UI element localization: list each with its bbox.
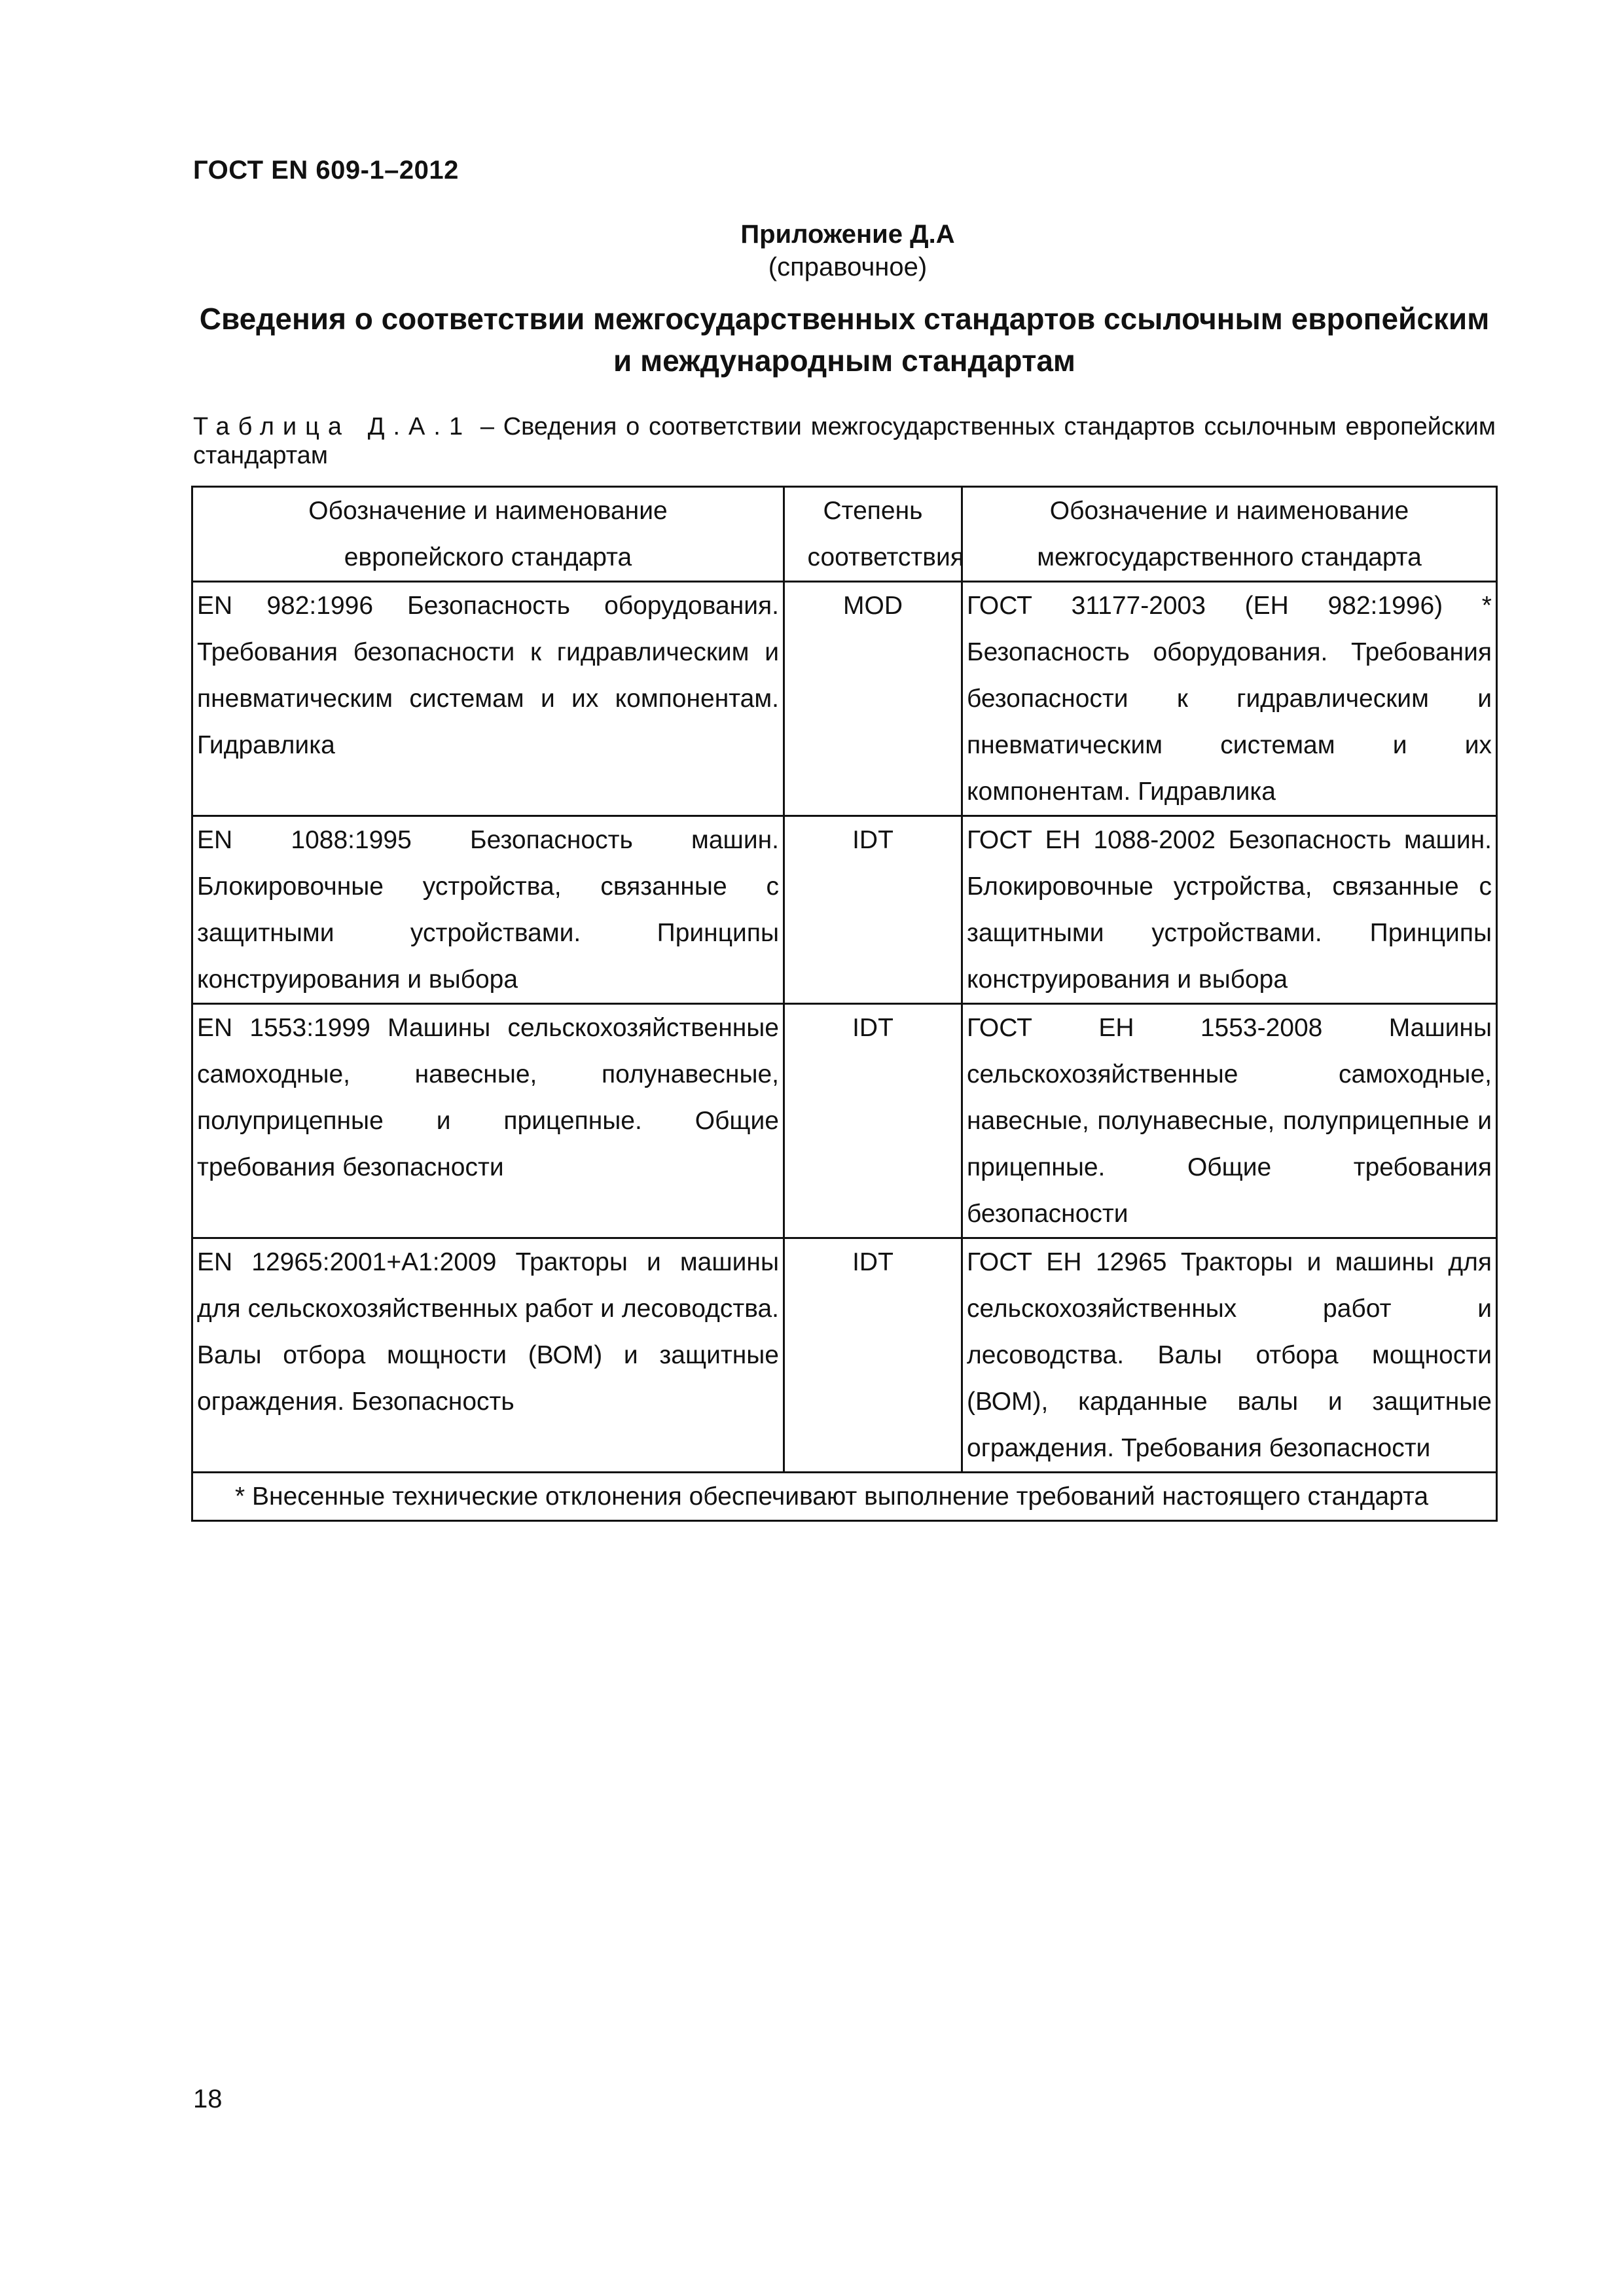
table-footnote: * Внесенные технические отклонения обеспечивают выполнение требований настоящего стандарта [192,1473,1497,1521]
appendix-title: Приложение Д.А [740,220,955,249]
table-row [192,1004,1497,1238]
cell-degree: IDT [784,1238,962,1473]
table-caption [193,412,1496,470]
cell-european-standard: EN 12965:2001+A1:2009 Тракторы и машины для сельскохозяйственных работ и лесоводства. Валы отбора мощности (ВОМ) и защитные ограждения. Безопасность [192,1238,784,1473]
header-interstate-standard: Обозначение и наименование межгосударственного стандарта [962,487,1497,582]
header-european-standard: Обозначение и наименование европейского стандарта [192,487,784,582]
header-degree-of-correspondence: Степень соответствия [784,487,962,582]
cell-degree: IDT [784,1004,962,1238]
table-header-row [192,487,1497,582]
cell-degree: IDT [784,816,962,1004]
appendix-heading: Сведения о соответствии межгосударственных стандартов ссылочным европейским и международным стандартам [199,302,1490,378]
table-row [192,816,1497,1004]
page-number: 18 [193,2085,223,2113]
table-row [192,1238,1497,1473]
cell-interstate-standard: ГОСТ ЕН 12965 Тракторы и машины для сельскохозяйственных работ и лесоводства. Валы отбора мощности (ВОМ), карданные валы и защитные ограждения. Требования безопасности [962,1238,1497,1473]
table-row [192,582,1497,816]
cell-interstate-standard: ГОСТ ЕН 1553-2008 Машины сельскохозяйственные самоходные, навесные, полунавесные, полуприцепные и прицепные. Общие требования безопасности [962,1004,1497,1238]
table-footnote-row [192,1473,1497,1521]
cell-european-standard: EN 982:1996 Безопасность оборудования. Требования безопасности к гидравлическим и пневматическим системам и их компонентам. Гидравлика [192,582,784,816]
appendix-type: (справочное) [768,253,928,281]
table-caption-label: Таблица Д.А.1 [193,413,472,440]
cell-european-standard: EN 1088:1995 Безопасность машин. Блокировочные устройства, связанные с защитными устройствами. Принципы конструирования и выбора [192,816,784,1004]
cell-interstate-standard: ГОСТ ЕН 1088-2002 Безопасность машин. Блокировочные устройства, связанные с защитными устройствами. Принципы конструирования и выбора [962,816,1497,1004]
cell-interstate-standard: ГОСТ 31177-2003 (ЕН 982:1996) * Безопасность оборудования. Требования безопасности к гидравлическим и пневматическим системам и их компонентам. Гидравлика [962,582,1497,816]
table-caption-text: – Сведения о соответствии межгосударственных стандартов ссылочным европейским стандартам [193,413,1496,469]
cell-european-standard: EN 1553:1999 Машины сельскохозяйственные самоходные, навесные, полунавесные, полуприцепные и прицепные. Общие требования безопасности [192,1004,784,1238]
document-code: ГОСТ EN 609-1–2012 [193,156,459,185]
standards-correspondence-table [191,486,1498,1522]
cell-degree: MOD [784,582,962,816]
